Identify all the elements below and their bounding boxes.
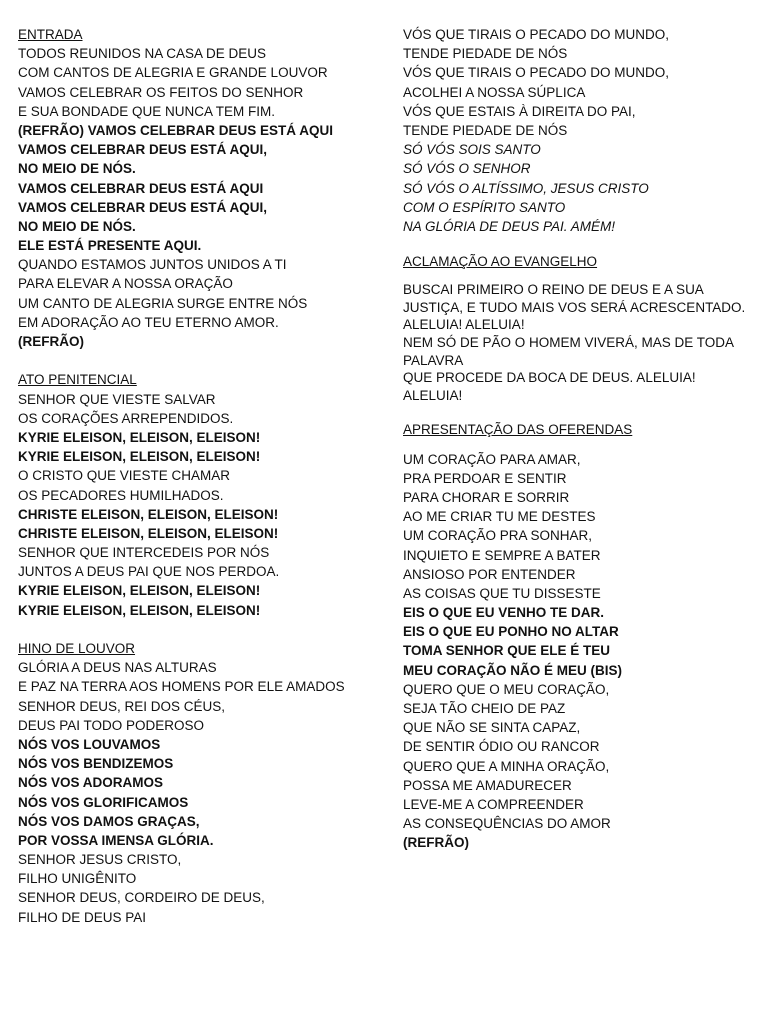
lyric-line: QUE NÃO SE SINTA CAPAZ, [403,720,581,736]
lyric-line: AS CONSEQUÊNCIAS DO AMOR [403,816,611,832]
lyric-line: NÓS VOS ADORAMOS [18,775,164,791]
lyric-line: QUANDO ESTAMOS JUNTOS UNIDOS A TI [18,257,287,273]
section-spacer [403,404,753,420]
lyric-line: SENHOR QUE INTERCEDEIS POR NÓS [18,545,270,561]
lyric-line: OS CORAÇÕES ARREPENDIDOS. [18,410,234,426]
lyric-line: VÓS QUE ESTAIS À DIREITA DO PAI, [403,103,636,119]
lyric-line: UM CORAÇÃO PRA SONHAR, [403,528,593,544]
section-title-ato-penitencial: ATO PENITENCIAL [18,372,137,388]
lyric-line: SÓ VÓS O ALTÍSSIMO, JESUS CRISTO [403,180,649,196]
lyric-line: O CRISTO QUE VIESTE CHAMAR [18,468,231,484]
section-title-hino-de-louvor: HINO DE LOUVOR [18,641,136,656]
hino-continuacao-lines [403,25,753,236]
lyric-line: CHRISTE ELEISON, ELEISON, ELEISON! [18,506,279,522]
lyric-line: ANSIOSO POR ENTENDER [403,566,576,582]
ato-penitencial-lines [18,390,378,620]
lyric-line: TENDE PIEDADE DE NÓS [403,122,568,138]
lyric-line: AS COISAS QUE TU DISSESTE [403,585,601,601]
lyric-line: DE SENTIR ÓDIO OU RANCOR [403,739,600,755]
section-spacer [18,620,378,639]
lyric-line: UM CORAÇÃO PARA AMAR, [403,451,581,467]
lyric-line: EIS O QUE EU VENHO TE DAR. [403,605,605,621]
entrada-lines [18,44,378,351]
lyric-line: (REFRÃO) [18,334,84,349]
lyric-line: PARA ELEVAR A NOSSA ORAÇÃO [18,276,233,292]
lyric-line: ACOLHEI A NOSSA SÚPLICA [403,84,586,100]
lyric-line: E PAZ NA TERRA AOS HOMENS POR ELE AMADOS [18,679,345,695]
lyric-line: NÓS VOS GLORIFICAMOS [18,794,189,810]
lyric-line: MEU CORAÇÃO NÃO É MEU (BIS) [403,662,622,678]
aclamacao-paragraph-1: BUSCAI PRIMEIRO O REINO DE DEUS E A SUA JUSTIÇA, E TUDO MAIS VOS SERÁ ACRESCENTADO. ALELUIA! ALELUIA! [403,282,746,333]
lyric-line: POSSA ME AMADURECER [403,777,572,793]
section-title-entrada: ENTRADA [18,27,83,42]
section-title-aclamacao: ACLAMAÇÃO AO EVANGELHO [403,254,598,270]
lyric-line: VÓS QUE TIRAIS O PECADO DO MUNDO, [403,65,670,81]
lyric-line: NO MEIO DE NÓS. [18,161,136,177]
lyric-line: QUERO QUE O MEU CORAÇÃO, [403,681,610,697]
lyric-line: COM O ESPÍRITO SANTO [403,199,566,215]
right-column [403,25,753,853]
lyric-line: VAMOS CELEBRAR DEUS ESTÁ AQUI [18,180,264,196]
lyric-line: COM CANTOS DE ALEGRIA E GRANDE LOUVOR [18,65,328,81]
lyric-line: INQUIETO E SEMPRE A BATER [403,547,601,563]
lyric-line: SEJA TÃO CHEIO DE PAZ [403,701,566,717]
lyric-line: VAMOS CELEBRAR DEUS ESTÁ AQUI, [18,142,268,158]
lyric-line: SENHOR JESUS CRISTO, [18,852,182,868]
lyric-line: NO MEIO DE NÓS. [18,218,136,234]
lyric-line: NÓS VOS DAMOS GRAÇAS, [18,813,200,829]
lyric-line: EIS O QUE EU PONHO NO ALTAR [403,624,619,640]
lyric-line: PRA PERDOAR E SENTIR [403,470,567,486]
lyric-line: TENDE PIEDADE DE NÓS [403,46,568,62]
lyric-line: E SUA BONDADE QUE NUNCA TEM FIM. [18,103,276,119]
left-column [18,25,378,927]
lyric-line: TOMA SENHOR QUE ELE É TEU [403,643,611,659]
lyric-line: EM ADORAÇÃO AO TEU ETERNO AMOR. [18,314,279,330]
lyric-line: LEVE-ME A COMPREENDER [403,796,584,812]
lyric-line: VÓS QUE TIRAIS O PECADO DO MUNDO, [403,27,670,42]
lyric-line: FILHO DE DEUS PAI [18,909,147,925]
lyric-line: SENHOR DEUS, CORDEIRO DE DEUS, [18,890,265,906]
lyric-line: DEUS PAI TODO PODEROSO [18,717,205,733]
lyric-line: SÓ VÓS O SENHOR [403,161,531,177]
lyric-line: JUNTOS A DEUS PAI QUE NOS PERDOA. [18,564,280,580]
section-spacer [403,236,753,252]
lyric-line: KYRIE ELEISON, ELEISON, ELEISON! [18,583,261,599]
hino-de-louvor-lines [18,658,378,927]
lyric-line: FILHO UNIGÊNITO [18,871,137,887]
lyric-line: (REFRÃO) [403,835,469,851]
section-spacer [403,440,753,450]
lyric-line: KYRIE ELEISON, ELEISON, ELEISON! [18,429,261,445]
oferendas-lines [403,450,753,853]
aclamacao-paragraph-3: QUE PROCEDE DA BOCA DE DEUS. ALELUIA! ALELUIA! [403,370,696,403]
aclamacao-paragraph-2: NEM SÓ DE PÃO O HOMEM VIVERÁ, MAS DE TODA PALAVRA [403,335,734,368]
lyric-line: OS PECADORES HUMILHADOS. [18,487,224,503]
section-title-oferendas: APRESENTAÇÃO DAS OFERENDAS [403,422,633,438]
lyric-line: AO ME CRIAR TU ME DESTES [403,509,596,525]
lyric-line: ELE ESTÁ PRESENTE AQUI. [18,238,202,254]
lyric-line: NÓS VOS BENDIZEMOS [18,756,174,772]
lyric-line: KYRIE ELEISON, ELEISON, ELEISON! [18,602,261,618]
lyric-line: CHRISTE ELEISON, ELEISON, ELEISON! [18,525,279,541]
lyric-line: QUERO QUE A MINHA ORAÇÃO, [403,758,610,774]
lyric-line: SENHOR QUE VIESTE SALVAR [18,391,216,407]
section-spacer [403,271,753,281]
lyric-line: TODOS REUNIDOS NA CASA DE DEUS [18,46,267,62]
lyric-line: PARA CHORAR E SORRIR [403,489,570,505]
lyric-line: GLÓRIA A DEUS NAS ALTURAS [18,660,217,676]
lyric-line: VAMOS CELEBRAR DEUS ESTÁ AQUI, [18,199,268,215]
section-spacer [18,351,378,370]
lyric-line: SENHOR DEUS, REI DOS CÉUS, [18,698,226,714]
lyric-line: NA GLÓRIA DE DEUS PAI. AMÉM! [403,218,616,234]
lyric-line: POR VOSSA IMENSA GLÓRIA. [18,832,214,848]
lyric-line: SÓ VÓS SOIS SANTO [403,142,541,158]
lyric-line: KYRIE ELEISON, ELEISON, ELEISON! [18,449,261,465]
lyric-line: VAMOS CELEBRAR OS FEITOS DO SENHOR [18,84,304,100]
lyric-line: (REFRÃO) VAMOS CELEBRAR DEUS ESTÁ AQUI [18,122,334,138]
lyric-line: UM CANTO DE ALEGRIA SURGE ENTRE NÓS [18,295,308,311]
lyric-line: NÓS VOS LOUVAMOS [18,736,161,752]
